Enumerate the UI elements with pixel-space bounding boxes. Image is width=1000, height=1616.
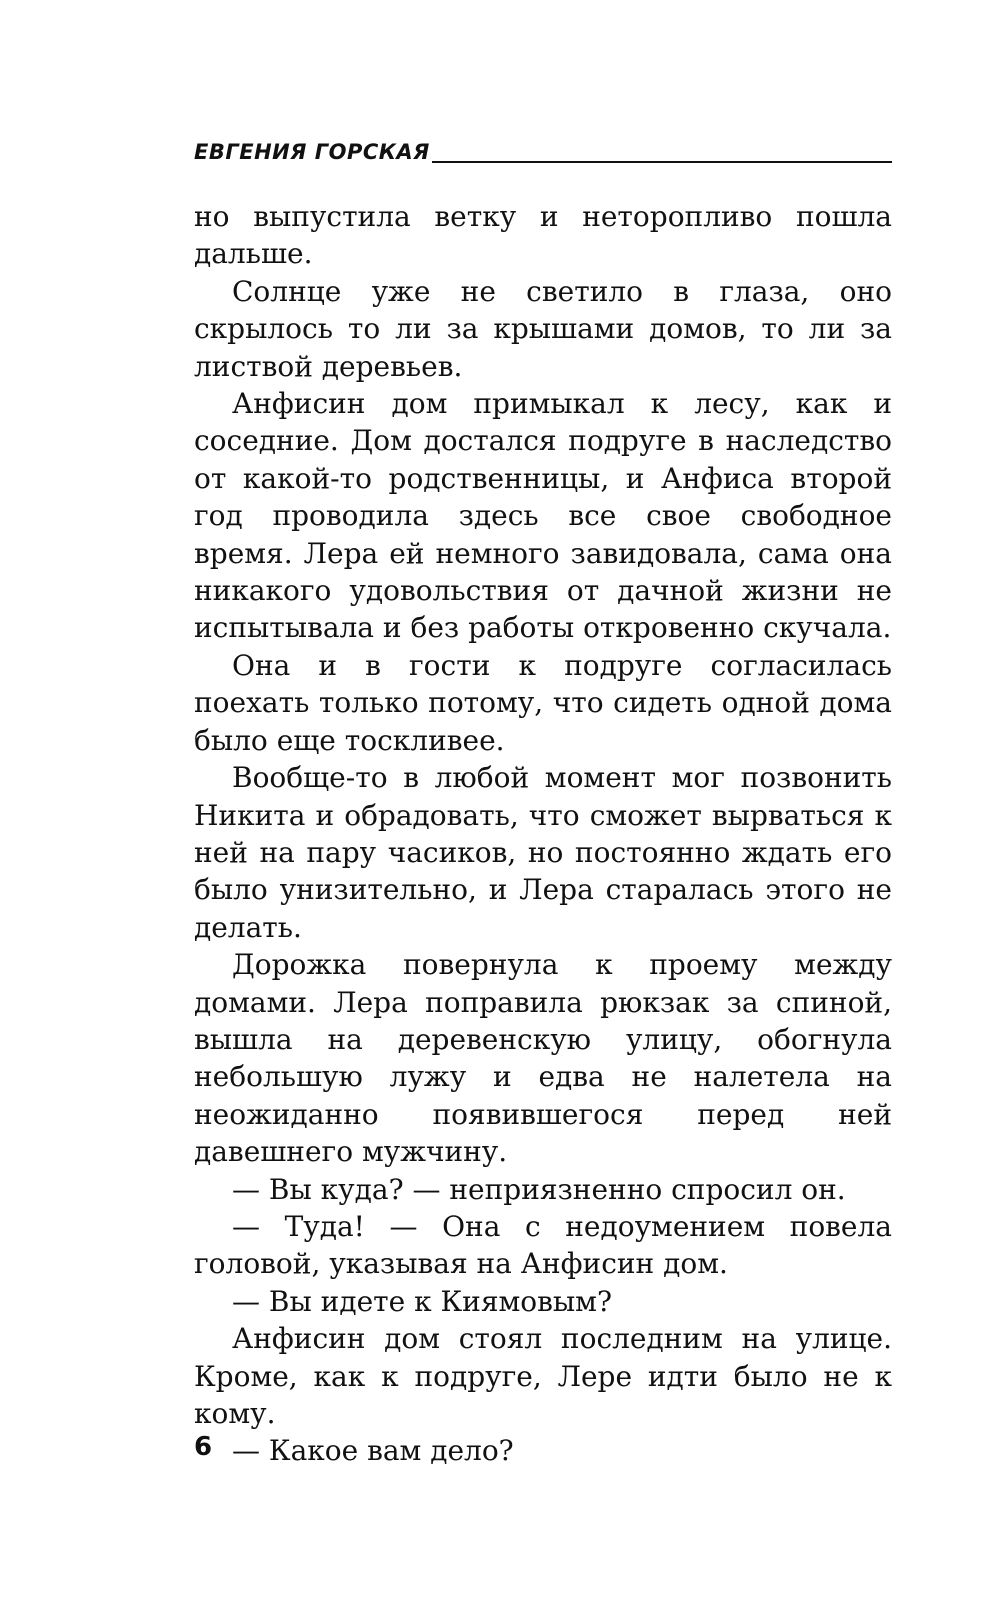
paragraph: Она и в гости к подруге согласилась поехать только потому, что сидеть одной дома было еще тоскливее. [194, 648, 892, 757]
dialogue-line: — Вы идете к Киямовым? [232, 1284, 612, 1318]
dialogue-line: — Туда! — Она с недоумением повела головой, указывая на Анфисин дом. [194, 1209, 892, 1281]
paragraph: Анфисин дом стоял последним на улице. Кроме, как к подруге, Лере идти было не к кому. [194, 1322, 892, 1430]
paragraph: но выпустила ветку и неторопливо пошла дальше. [194, 200, 892, 271]
paragraph: Анфисин дом примыкал к лесу, как и соседние. Дом достался подруге в наследство от какой-то родственницы, и Анфиса второй год проводила здесь все свое свободное время. Лера ей немного завидовала, сама она никакого удовольствия от дачной жизни не испытывала и без работы откровенно скучала. [194, 387, 892, 645]
paragraph: Вообще-то в любой момент мог позвонить Никита и обрадовать, что сможет вырваться к ней на пару часиков, но постоянно ждать его было унизительно, и Лера старалась этого не делать. [194, 761, 892, 944]
dialogue-line: — Какое вам дело? [232, 1434, 514, 1468]
dialogue-line: — Вы куда? — неприязненно спросил он. [232, 1172, 846, 1206]
paragraph: Дорожка повернула к проему между домами. Лера поправила рюкзак за спиной, вышла на деревенскую улицу, обогнула небольшую лужу и едва не налетела на неожиданно появившегося перед ней давешнего мужчину. [194, 948, 892, 1169]
running-head [194, 133, 892, 163]
body-text [194, 198, 892, 1470]
running-head-author: ЕВГЕНИЯ ГОРСКАЯ [194, 140, 430, 164]
running-head-rule [432, 161, 892, 163]
paragraph: Солнце уже не светило в глаза, оно скрылось то ли за крышами домов, то ли за листвой деревьев. [194, 274, 892, 383]
page-number: 6 [194, 1432, 213, 1462]
